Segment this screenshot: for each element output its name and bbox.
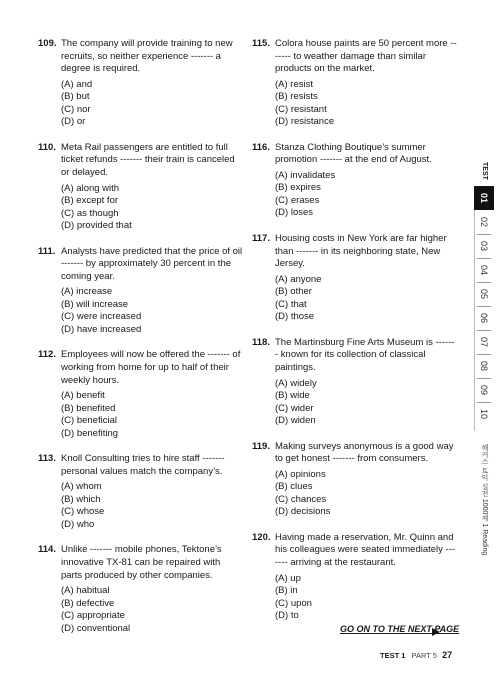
tab-test-08[interactable]: 08	[479, 360, 489, 371]
question-118	[252, 337, 457, 428]
option-a: (A) whom	[61, 481, 102, 493]
tab-test-03[interactable]: 03	[479, 240, 489, 251]
tab-test-04[interactable]: 04	[479, 264, 489, 275]
question-116	[252, 142, 457, 220]
question-text: Having made a reservation, Mr. Quinn and his colleagues were seated immediately ------- arriving at the restaurant.	[275, 531, 456, 568]
tab-test-01-active[interactable]: 01	[474, 186, 494, 210]
option-b: (B) defective	[61, 597, 115, 609]
footer-part-label: PART 5	[411, 651, 437, 660]
question-text: Housing costs in New York are far higher than ------- in its neighboring state, New Jersey.	[275, 232, 447, 270]
question-119	[252, 441, 457, 519]
question-text: Employees will now be offered the ------- of working from home for up to half of their weekly hours.	[61, 349, 241, 386]
option-d: (D) loses	[275, 207, 314, 219]
question-112	[38, 349, 243, 440]
option-d: (D) have increased	[61, 323, 142, 335]
option-c: (C) as though	[61, 207, 119, 219]
option-d: (D) those	[275, 311, 315, 323]
tab-test-05[interactable]: 05	[479, 288, 489, 299]
question-110	[38, 142, 243, 233]
option-a: (A) benefit	[61, 390, 105, 402]
question-text: The company will provide training to new recruits, so neither experience ------- a degree is required.	[61, 38, 233, 75]
option-c: (C) upon	[275, 597, 312, 609]
option-b: (B) expires	[275, 182, 321, 194]
left-question-column	[38, 38, 243, 648]
question-text: Making surveys anonymous is a good way to get honest ------- from consumers.	[275, 440, 454, 465]
question-113	[38, 453, 243, 531]
question-number: 109.	[38, 38, 57, 49]
option-b: (B) wide	[275, 390, 310, 402]
option-d: (D) benefiting	[61, 427, 119, 439]
option-a: (A) anyone	[275, 273, 322, 285]
footer-test-label: TEST 1	[380, 651, 406, 660]
option-a: (A) invalidates	[275, 169, 336, 181]
option-c: (C) whose	[61, 506, 105, 518]
option-d: (D) who	[61, 518, 95, 530]
option-a: (A) and	[61, 78, 93, 90]
question-number: 115.	[252, 38, 270, 49]
option-b: (B) will increase	[61, 298, 129, 310]
arrow-right-icon	[432, 628, 440, 636]
question-number: 113.	[38, 453, 56, 465]
question-number: 111.	[38, 245, 56, 257]
question-number: 112.	[38, 349, 56, 361]
option-a: (A) opinions	[275, 468, 326, 480]
option-d: (D) resistance	[275, 116, 335, 128]
option-b: (B) in	[275, 585, 298, 596]
tab-test-09[interactable]: 09	[479, 384, 489, 395]
tab-test-label: TEST	[481, 162, 488, 180]
question-text: Meta Rail passengers are entitled to full ticket refunds ------- their train is canceled or delayed.	[61, 141, 235, 178]
question-number: 118.	[252, 336, 270, 348]
option-b: (B) which	[61, 493, 101, 505]
question-117	[252, 233, 457, 324]
option-a: (A) habitual	[61, 585, 110, 597]
option-a: (A) increase	[61, 286, 113, 298]
option-b: (B) except for	[61, 195, 119, 207]
tab-test-10[interactable]: 10	[479, 408, 489, 419]
option-c: (C) chances	[275, 493, 327, 505]
option-d: (D) conventional	[61, 622, 131, 634]
option-d: (D) to	[275, 610, 299, 621]
right-question-column	[252, 38, 460, 636]
question-text: Stanza Clothing Boutique’s summer promotion ------- at the end of August.	[275, 141, 432, 166]
question-text: Knoll Consulting tries to hire staff ------- personal values match the company’s.	[61, 453, 225, 477]
book-title-label: 해커스 토익 실전 1000제 1 Reading	[481, 444, 488, 556]
question-number: 119.	[252, 440, 270, 452]
option-a: (A) widely	[275, 377, 317, 389]
question-120	[252, 532, 457, 623]
option-d: (D) widen	[275, 415, 316, 427]
question-115	[252, 38, 457, 129]
question-number: 110.	[38, 141, 56, 153]
tab-test-07[interactable]: 07	[479, 336, 489, 347]
question-text: The Martinsburg Fine Arts Museum is ------- known for its collection of classical paintings.	[275, 336, 455, 373]
question-text: Colora house paints are 50 percent more ------- to weather damage than similar products on the market.	[275, 38, 457, 75]
question-number: 114.	[38, 544, 56, 556]
option-c: (C) appropriate	[61, 610, 125, 622]
option-c: (C) that	[275, 298, 307, 310]
option-b: (B) benefited	[61, 402, 116, 414]
option-c: (C) resistant	[275, 103, 327, 115]
page-footer	[380, 650, 460, 660]
option-b: (B) clues	[275, 481, 313, 493]
option-b: (B) other	[275, 286, 312, 298]
question-number: 120.	[252, 531, 271, 543]
question-number: 117.	[252, 232, 270, 244]
question-text: Unlike ------- mobile phones, Tektone’s innovative TX-81 can be repaired with parts produced by other companies.	[61, 544, 222, 581]
option-c: (C) erases	[275, 194, 320, 206]
option-c: (C) were increased	[61, 311, 142, 323]
option-a: (A) resist	[275, 78, 313, 90]
option-c: (C) wider	[275, 402, 314, 414]
option-d: (D) provided that	[61, 220, 132, 232]
option-a: (A) along with	[61, 182, 120, 194]
option-a: (A) up	[275, 572, 301, 584]
next-page-prompt: GO ON TO THE NEXT PAGE	[340, 624, 460, 634]
option-b: (B) resists	[275, 91, 318, 103]
option-c: (C) beneficial	[61, 415, 117, 427]
question-111	[38, 246, 243, 337]
question-number: 116.	[252, 141, 270, 153]
tab-test-06[interactable]: 06	[479, 312, 489, 323]
question-109	[38, 38, 243, 129]
option-b: (B) but	[61, 91, 90, 103]
page-number: 27	[442, 650, 453, 660]
option-d: (D) or	[61, 116, 86, 128]
option-c: (C) nor	[61, 103, 91, 115]
question-114	[38, 544, 243, 635]
question-text: Analysts have predicted that the price of oil ------- by approximately 30 percent in the coming year.	[61, 245, 243, 282]
tab-test-02[interactable]: 02	[479, 216, 489, 227]
option-d: (D) decisions	[275, 506, 331, 518]
